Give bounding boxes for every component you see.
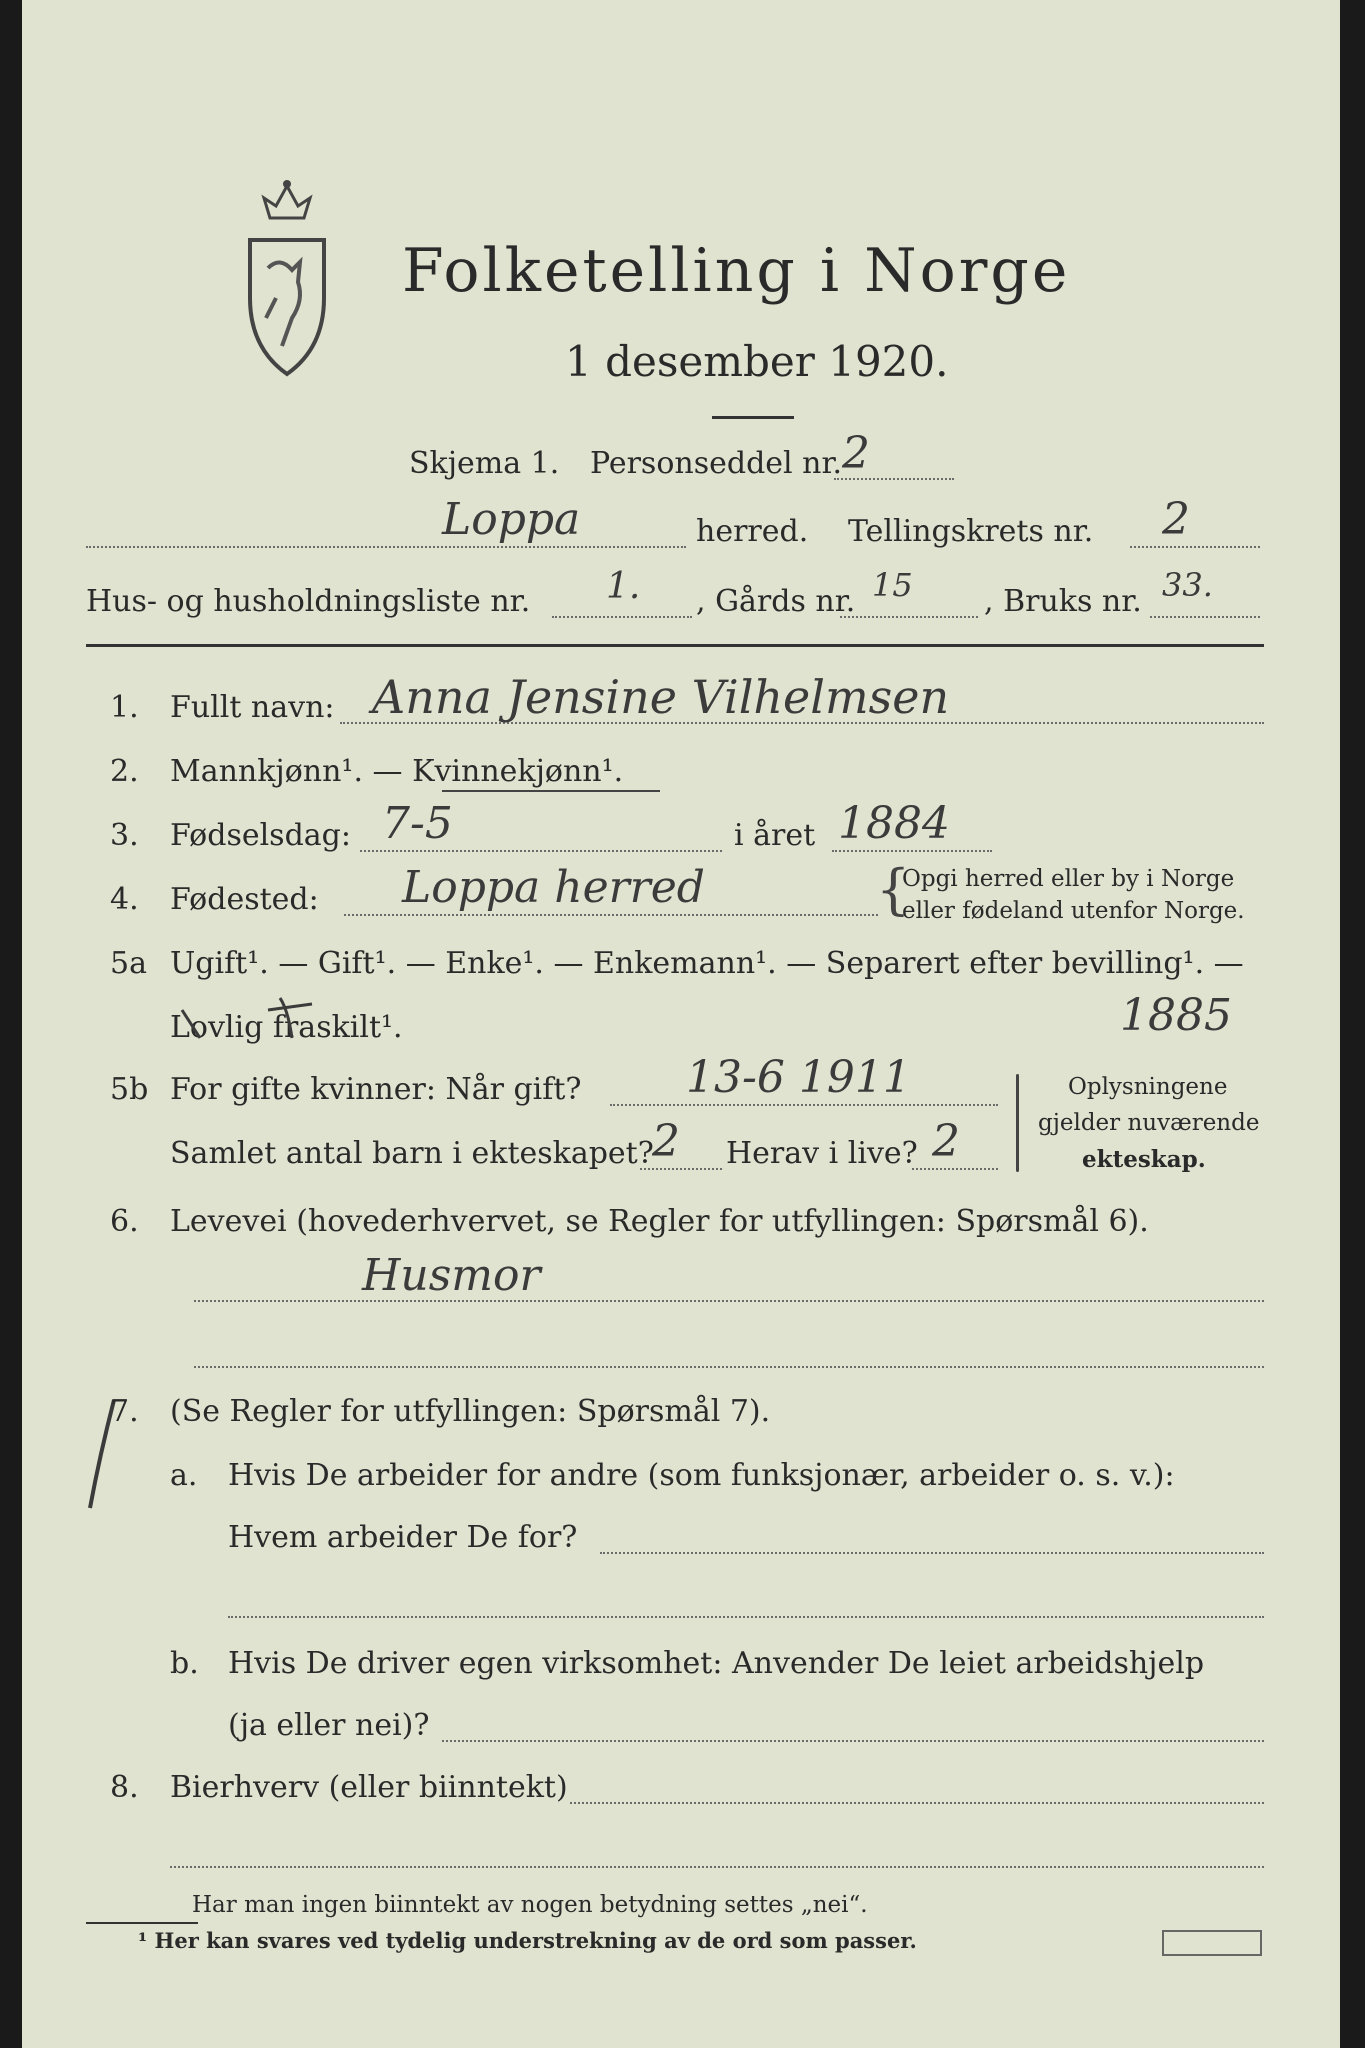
personseddel-value[interactable]: 2 (842, 428, 870, 479)
gards-label: , Gårds nr. (696, 584, 856, 619)
q5a-number: 5a (110, 946, 147, 981)
q7-number: 7. (110, 1394, 139, 1429)
printer-stamp-icon (1162, 1930, 1262, 1956)
q7-label: (Se Regler for utfyllingen: Spørsmål 7). (170, 1394, 771, 1429)
husliste-field-line (552, 616, 692, 618)
tellingskrets-value[interactable]: 2 (1162, 494, 1190, 545)
birthday-field-line (360, 850, 722, 852)
coat-of-arms-icon (240, 178, 334, 378)
header-rule (86, 644, 1264, 647)
footer-note: Har man ingen biinntekt av nogen betydning settes „nei“. (192, 1892, 868, 1918)
q4-number: 4. (110, 882, 139, 917)
birthplace-note-1: Opgi herred eller by i Norge (902, 866, 1235, 892)
q7a-letter: a. (170, 1458, 198, 1493)
q6-number: 6. (110, 1204, 139, 1239)
year-field-line (832, 850, 992, 852)
bruks-label: , Bruks nr. (984, 584, 1142, 619)
q7b-line-2: (ja eller nei)? (228, 1708, 430, 1743)
tellingskrets-label: Tellingskrets nr. (848, 514, 1094, 549)
q7a-field-line-1 (600, 1552, 1264, 1554)
husliste-label: Hus- og husholdningsliste nr. (86, 584, 531, 619)
census-form (22, 0, 1340, 2048)
q7b-letter: b. (170, 1646, 199, 1681)
children-total-value[interactable]: 2 (652, 1116, 680, 1167)
q7a-field-line-2 (228, 1616, 1264, 1618)
q5b-number: 5b (110, 1072, 149, 1107)
q2-number: 2. (110, 754, 139, 789)
birthplace-value[interactable]: Loppa herred (402, 862, 705, 913)
footnote-rule (86, 1922, 198, 1924)
q8-number: 8. (110, 1770, 139, 1805)
herred-label: herred. (696, 514, 809, 549)
q7b-line-1: Hvis De driver egen virksomhet: Anvender De leiet arbeidshjelp (228, 1646, 1205, 1681)
herred-field-line (86, 546, 686, 548)
q8-field-line-1 (570, 1802, 1264, 1804)
birthday-value[interactable]: 7-5 (382, 798, 453, 849)
q6-field-line-2 (194, 1366, 1264, 1368)
birthplace-field-line (344, 914, 878, 916)
birthplace-note-2: eller fødeland utenfor Norge. (902, 898, 1245, 924)
q6-field-line-1 (194, 1300, 1264, 1302)
marriage-note-1: Oplysningene (1068, 1074, 1228, 1100)
marriage-note-3: ekteskap. (1082, 1146, 1206, 1173)
children-alive-label: Herav i live? (726, 1136, 918, 1171)
bruks-field-line (1150, 616, 1260, 618)
margin-note-year: 1885 (1120, 990, 1232, 1041)
children-total-label: Samlet antal barn i ekteskapet? (170, 1136, 654, 1171)
q1-label: Fullt navn: (170, 690, 335, 725)
marital-options-line-1: Ugift¹. — Gift¹. — Enke¹. — Enkemann¹. — Separert efter bevilling¹. — (170, 946, 1244, 981)
q1-number: 1. (110, 690, 139, 725)
children-total-field-line (640, 1168, 722, 1170)
marital-options-line-2: Lovlig fraskilt¹. (170, 1010, 403, 1045)
personseddel-label: Personseddel nr. (590, 446, 843, 481)
bruks-value[interactable]: 33. (1162, 566, 1213, 604)
gender-underline (442, 790, 660, 792)
gards-value[interactable]: 15 (872, 566, 913, 604)
q8-field-line-2 (170, 1866, 1264, 1868)
skjema-label: Skjema 1. (409, 446, 560, 481)
q3-number: 3. (110, 818, 139, 853)
children-alive-value[interactable]: 2 (932, 1116, 960, 1167)
form-title: Folketelling i Norge (402, 236, 1071, 306)
q3-label: Fødselsdag: (170, 818, 351, 853)
children-alive-field-line (912, 1168, 998, 1170)
herred-value[interactable]: Loppa (442, 494, 581, 545)
form-date: 1 desember 1920. (565, 337, 949, 386)
birth-year-value[interactable]: 1884 (838, 798, 950, 849)
marriage-note-2: gjelder nuværende (1038, 1110, 1260, 1136)
q8-label: Bierhverv (eller biinntekt) (170, 1770, 568, 1805)
husliste-value[interactable]: 1. (606, 566, 641, 607)
married-when-label: For gifte kvinner: Når gift? (170, 1072, 582, 1107)
q7a-line-2: Hvem arbeider De for? (228, 1520, 578, 1555)
q7b-field-line (442, 1740, 1264, 1742)
footnote: ¹ Her kan svares ved tydelig understrekning av de ord som passer. (138, 1928, 917, 1953)
title-divider (712, 416, 794, 419)
handwritten-checkmark-icon (172, 990, 352, 1050)
gender-options: Mannkjønn¹. — Kvinnekjønn¹. (170, 754, 624, 789)
q7a-line-1: Hvis De arbeider for andre (som funksjonær, arbeider o. s. v.): (228, 1458, 1175, 1493)
tellingskrets-field-line (1130, 546, 1260, 548)
marriage-note-bracket (1016, 1074, 1019, 1172)
q4-label: Fødested: (170, 882, 319, 917)
birthplace-brace: { (876, 858, 911, 921)
gards-field-line (840, 616, 978, 618)
year-label: i året (734, 818, 816, 853)
occupation-value[interactable]: Husmor (362, 1250, 541, 1301)
married-date-value[interactable]: 13-6 1911 (686, 1052, 911, 1103)
q6-label: Levevei (hovederhvervet, se Regler for utfyllingen: Spørsmål 6). (170, 1204, 1149, 1239)
full-name-value[interactable]: Anna Jensine Vilhelmsen (372, 670, 950, 724)
married-when-field-line (610, 1104, 998, 1106)
